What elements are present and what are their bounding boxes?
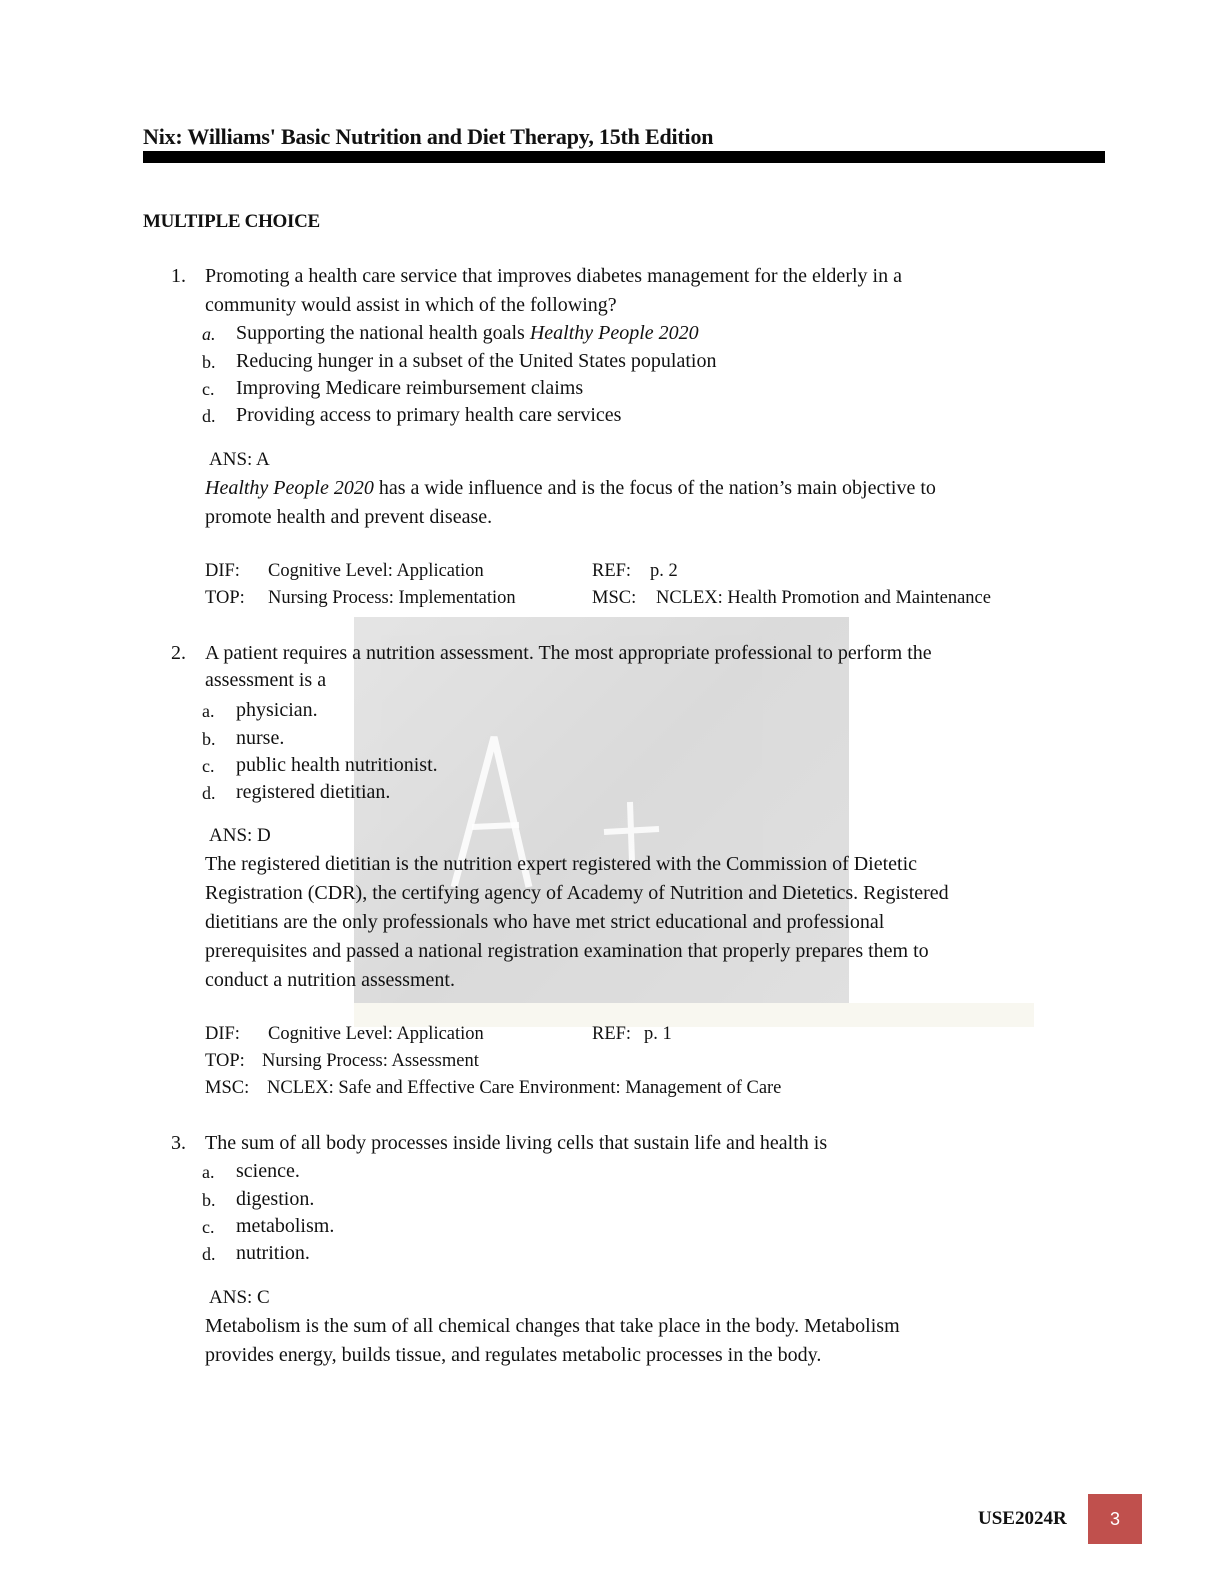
option-c: metabolism. xyxy=(236,1215,335,1237)
top-value: Nursing Process: Implementation xyxy=(268,588,516,608)
option-letter: d. xyxy=(202,406,216,426)
stem-line: The sum of all body processes inside living cells that sustain life and health is xyxy=(205,1132,828,1154)
stem-line: Promoting a health care service that improves diabetes management for the elderly in a xyxy=(205,265,902,287)
option-d: Providing access to primary health care services xyxy=(236,404,622,426)
ref-value: p. 2 xyxy=(650,561,678,581)
option-b: nurse. xyxy=(236,727,285,749)
option-c: Improving Medicare reimbursement claims xyxy=(236,377,584,399)
option-text: Supporting the national health goals xyxy=(236,322,530,344)
option-letter: d. xyxy=(202,783,216,803)
rationale xyxy=(205,474,1095,532)
option-letter: b. xyxy=(202,1190,216,1210)
msc-label: MSC: xyxy=(592,588,637,608)
rationale-line: Registration (CDR), the certifying agency of Academy of Nutrition and Dietetics. Registered xyxy=(205,882,949,904)
ref-value: p. 1 xyxy=(644,1024,672,1044)
footer-code: USE2024R xyxy=(978,1508,1067,1529)
option-letter: a. xyxy=(202,1162,215,1182)
top-value: Nursing Process: Assessment xyxy=(262,1051,479,1071)
question-stem xyxy=(205,262,1085,320)
option-letter: c. xyxy=(202,1217,215,1237)
option-b: digestion. xyxy=(236,1188,315,1210)
rationale-line: conduct a nutrition assessment. xyxy=(205,969,455,991)
section-title: MULTIPLE CHOICE xyxy=(143,211,320,232)
question-number: 2. xyxy=(171,642,186,664)
option-a xyxy=(236,322,699,345)
answer: ANS: C xyxy=(209,1287,270,1308)
option-letter: b. xyxy=(202,729,216,749)
stem-line: A patient requires a nutrition assessment. The most appropriate professional to perform the xyxy=(205,642,932,664)
rationale-line: promote health and prevent disease. xyxy=(205,506,493,528)
top-label: TOP: xyxy=(205,1051,245,1071)
rationale xyxy=(205,1312,1095,1370)
top-label: TOP: xyxy=(205,588,245,608)
option-italic: Healthy People 2020 xyxy=(529,322,699,344)
msc-value: NCLEX: Health Promotion and Maintenance xyxy=(656,588,991,608)
option-a: science. xyxy=(236,1160,300,1182)
dif-label: DIF: xyxy=(205,561,240,581)
ref-label: REF: xyxy=(592,1024,632,1044)
rationale-line: has a wide influence and is the focus of the nation’s main objective to xyxy=(373,477,936,499)
option-letter: b. xyxy=(202,352,216,372)
title-rule xyxy=(143,151,1105,163)
dif-value: Cognitive Level: Application xyxy=(268,561,484,581)
stem-line: community would assist in which of the following? xyxy=(205,294,617,316)
option-d: nutrition. xyxy=(236,1242,310,1264)
question-number: 1. xyxy=(171,265,186,287)
option-b: Reducing hunger in a subset of the United States population xyxy=(236,350,717,372)
question-stem xyxy=(205,639,1095,695)
option-letter: c. xyxy=(202,756,215,776)
stem-line: assessment is a xyxy=(205,669,327,691)
msc-label: MSC: xyxy=(205,1078,250,1098)
option-letter: d. xyxy=(202,1244,216,1264)
rationale-line: dietitians are the only professionals who have met strict educational and professional xyxy=(205,911,885,933)
option-a: physician. xyxy=(236,699,318,721)
document-title: Nix: Williams' Basic Nutrition and Diet Therapy, 15th Edition xyxy=(143,124,714,149)
option-letter: a. xyxy=(202,324,216,344)
dif-label: DIF: xyxy=(205,1024,240,1044)
option-c: public health nutritionist. xyxy=(236,754,438,776)
answer: ANS: D xyxy=(209,825,271,846)
answer: ANS: A xyxy=(209,449,270,470)
option-letter: c. xyxy=(202,379,215,399)
question-stem xyxy=(205,1129,1085,1158)
dif-value: Cognitive Level: Application xyxy=(268,1024,484,1044)
option-letter: a. xyxy=(202,701,215,721)
page-number: 3 xyxy=(1109,1508,1120,1529)
rationale-line: provides energy, builds tissue, and regulates metabolic processes in the body. xyxy=(205,1344,822,1366)
rationale-line: Metabolism is the sum of all chemical changes that take place in the body. Metabolism xyxy=(205,1315,900,1337)
page-number-badge xyxy=(1088,1494,1142,1544)
rationale-line: prerequisites and passed a national registration examination that properly prepares them to xyxy=(205,940,929,962)
option-d: registered dietitian. xyxy=(236,781,391,803)
ref-label: REF: xyxy=(592,561,632,581)
rationale-line: The registered dietitian is the nutrition expert registered with the Commission of Dietetic xyxy=(205,853,918,875)
rationale-italic: Healthy People 2020 xyxy=(205,477,374,499)
rationale xyxy=(205,850,1095,995)
msc-value: NCLEX: Safe and Effective Care Environment: Management of Care xyxy=(267,1078,782,1098)
question-number: 3. xyxy=(171,1132,186,1154)
